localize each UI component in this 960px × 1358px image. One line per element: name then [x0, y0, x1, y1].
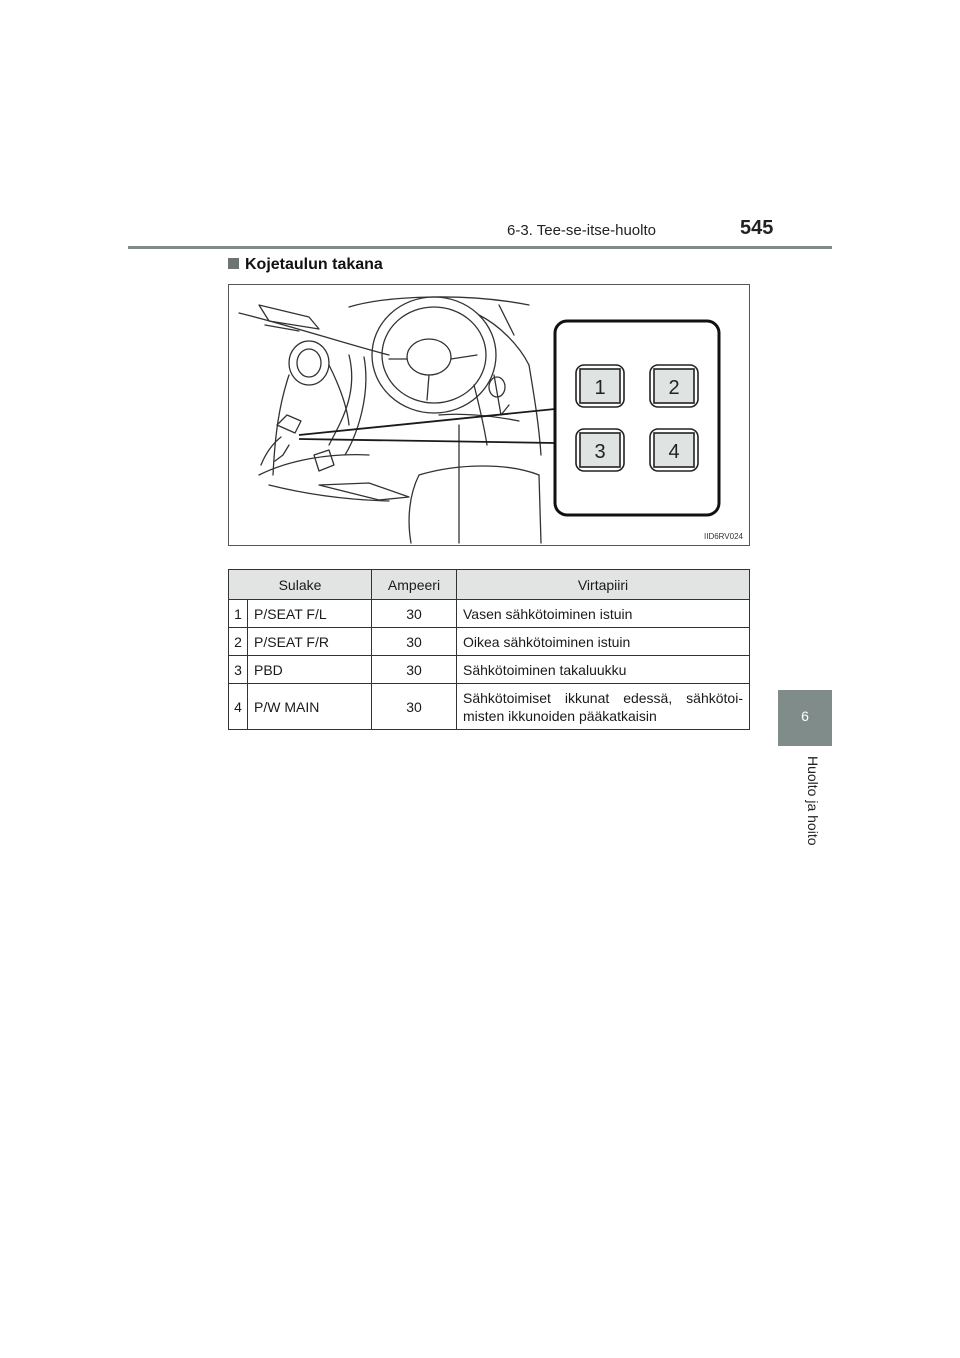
- header-rule: [128, 246, 832, 249]
- fuse-name: P/SEAT F/L: [248, 600, 372, 628]
- fuse-2-label: 2: [668, 377, 680, 399]
- fuse-2: [650, 365, 698, 407]
- header-fuse: Sulake: [229, 570, 372, 600]
- fuse-ampere: 30: [372, 684, 457, 730]
- fuse-circuit: Vasen sähkötoiminen istuin: [457, 600, 750, 628]
- header-section-title: 6-3. Tee-se-itse-huolto: [507, 222, 656, 239]
- chapter-label: Huolto ja hoito: [805, 756, 821, 846]
- square-bullet-icon: [228, 258, 239, 269]
- chapter-tab: [778, 690, 832, 746]
- car-interior-lines: [239, 297, 541, 543]
- fuse-circuit: Sähkötoimiset ikkunat edessä, sähkötoi-misten ikkunoiden pääkatkaisin: [457, 684, 750, 730]
- fuse-table: [228, 569, 750, 730]
- fuse-circuit: Oikea sähkötoiminen istuin: [457, 628, 750, 656]
- fuse-4-label: 4: [668, 441, 680, 463]
- dashboard-illustration: [228, 284, 750, 546]
- header-circuit: Virtapiiri: [457, 570, 750, 600]
- section-heading-text: Kojetaulun takana: [245, 256, 383, 273]
- fuse-ampere: 30: [372, 600, 457, 628]
- fuse-number: 1: [229, 600, 248, 628]
- fuse-1-label: 1: [594, 377, 606, 399]
- fuse-number: 2: [229, 628, 248, 656]
- fuse-callout-box: [555, 321, 719, 515]
- fuse-ampere: 30: [372, 628, 457, 656]
- dashboard-drawing: [229, 285, 749, 545]
- table-row: [229, 600, 750, 628]
- fuse-3-label: 3: [594, 441, 606, 463]
- fuse-3: [576, 429, 624, 471]
- page-number: 545: [740, 217, 774, 239]
- fuse-1: [576, 365, 624, 407]
- fuse-number: 4: [229, 684, 248, 730]
- table-row: [229, 684, 750, 730]
- callout-pointer: [299, 409, 555, 443]
- fuse-circuit: Sähkötoiminen takaluukku: [457, 656, 750, 684]
- illustration-code: IID6RV024: [704, 532, 743, 541]
- fuse-name: PBD: [248, 656, 372, 684]
- fuse-name: P/SEAT F/R: [248, 628, 372, 656]
- section-heading: [228, 256, 383, 274]
- chapter-tab-number: 6: [801, 708, 809, 724]
- fuse-table-header-row: [229, 570, 750, 600]
- header-ampere: Ampeeri: [372, 570, 457, 600]
- fuse-ampere: 30: [372, 656, 457, 684]
- table-row: [229, 656, 750, 684]
- fuse-number: 3: [229, 656, 248, 684]
- fuse-name: P/W MAIN: [248, 684, 372, 730]
- fuse-4: [650, 429, 698, 471]
- table-row: [229, 628, 750, 656]
